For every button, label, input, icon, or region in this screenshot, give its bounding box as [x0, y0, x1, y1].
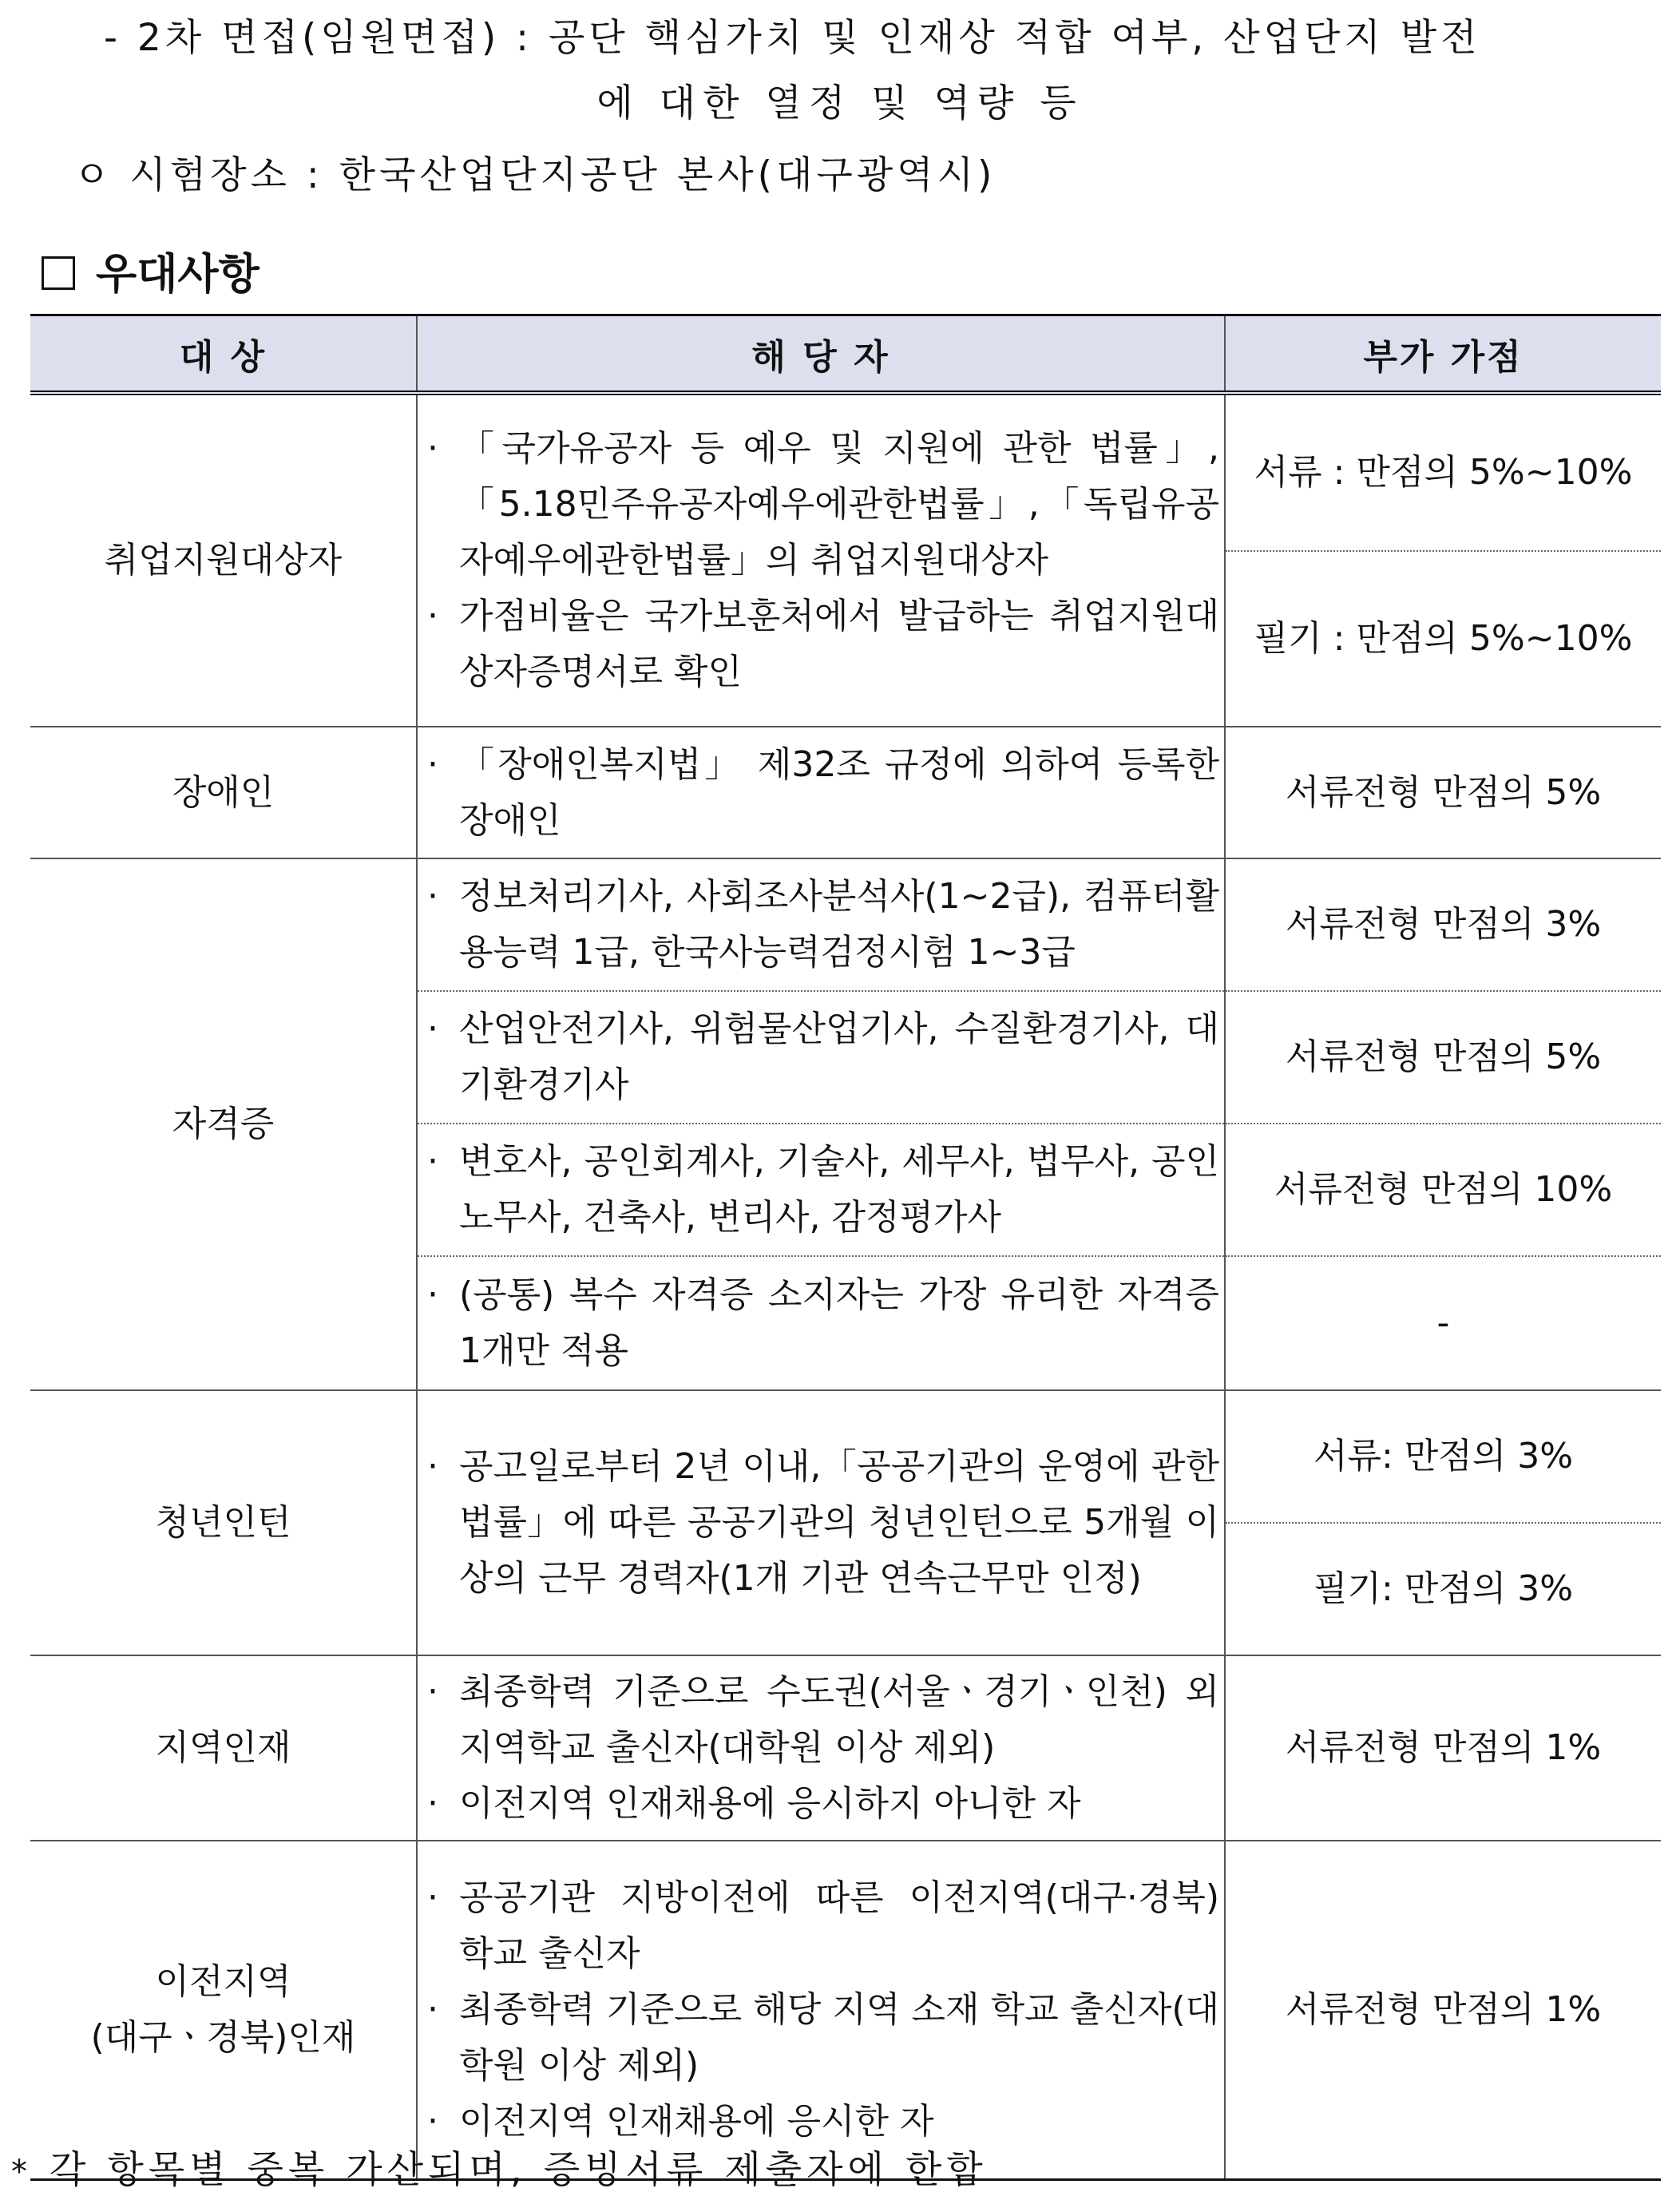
category-cell: 청년인턴 — [30, 1390, 417, 1655]
eligible-cell — [417, 393, 1225, 727]
list-item: · 이전지역 인재채용에 응시하지 아니한 자 — [427, 1776, 1219, 1832]
eligible-cell — [417, 991, 1225, 1124]
category-cell: 자격증 — [30, 858, 417, 1390]
eligible-cell — [417, 1655, 1225, 1841]
eligible-cell — [417, 727, 1225, 858]
eligible-cell — [417, 1256, 1225, 1390]
bonus-cell: 서류 : 만점의 5%∼10% — [1225, 393, 1661, 551]
list-item: · 산업안전기사, 위험물산업기사, 수질환경기사, 대기환경기사 — [427, 1001, 1219, 1113]
list-item: · (공통) 복수 자격증 소지자는 가장 유리한 자격증 1개만 적용 — [427, 1267, 1219, 1379]
table-row — [30, 1390, 1661, 1523]
list-item: · 「국가유공자 등 예우 및 지원에 관한 법률」, 「5.18민주유공자예우에관한법률」,「독립유공자예우에관한법률」의 취업지원대상자 — [427, 421, 1219, 589]
bonus-cell: 서류전형 만점의 3% — [1225, 858, 1661, 991]
bonus-cell: - — [1225, 1256, 1661, 1390]
eligible-cell — [417, 1124, 1225, 1256]
exam-location-line: ㅇ 시험장소 : 한국산업단지공단 본사(대구광역시) — [73, 153, 997, 197]
interview-stage2-line: - 2차 면접(임원면접) : 공단 핵심가치 및 인재상 적합 여부, 산업단지 발전 — [104, 16, 1481, 60]
checkbox-square-icon — [42, 256, 75, 290]
eligible-cell — [417, 1390, 1225, 1655]
list-item: · 이전지역 인재채용에 응시한 자 — [427, 2094, 1219, 2150]
bonus-cell: 서류전형 만점의 1% — [1225, 1841, 1661, 2179]
footnote — [11, 2146, 988, 2196]
header-eligible: 해 당 자 — [417, 315, 1225, 394]
list-item: · 가점비율은 국가보훈처에서 발급하는 취업지원대상자증명서로 확인 — [427, 589, 1219, 700]
header-bonus: 부가 가점 — [1225, 315, 1661, 394]
section-heading — [42, 249, 260, 300]
category-cell — [30, 1841, 417, 2179]
table-header-row — [30, 315, 1661, 394]
eligible-cell — [417, 858, 1225, 991]
bonus-cell: 서류전형 만점의 5% — [1225, 727, 1661, 858]
table-row — [30, 727, 1661, 858]
list-item: · 「장애인복지법」 제32조 규정에 의하여 등록한 장애인 — [427, 737, 1219, 849]
list-item: · 최종학력 기준으로 해당 지역 소재 학교 출신자(대학원 이상 제외) — [427, 1982, 1219, 2094]
list-item: · 공공기관 지방이전에 따른 이전지역(대구·경북) 학교 출신자 — [427, 1870, 1219, 1982]
preference-table — [30, 314, 1661, 2181]
table-row — [30, 1841, 1661, 2179]
list-item: · 최종학력 기준으로 수도권(서울ㆍ경기ㆍ인천) 외 지역학교 출신자(대학원 이상 제외) — [427, 1664, 1219, 1776]
section-title: 우대사항 — [96, 250, 260, 299]
list-item: · 변호사, 공인회계사, 기술사, 세무사, 법무사, 공인노무사, 건축사, 변리사, 감정평가사 — [427, 1134, 1219, 1246]
category-cell: 장애인 — [30, 727, 417, 858]
table-row — [30, 858, 1661, 991]
bonus-cell: 서류전형 만점의 10% — [1225, 1124, 1661, 1256]
footnote-text: 각 항목별 중복 가산되며, 증빙서류 제출자에 한함 — [50, 2148, 988, 2192]
bonus-cell: 서류전형 만점의 5% — [1225, 991, 1661, 1124]
bonus-cell: 서류전형 만점의 1% — [1225, 1655, 1661, 1841]
list-item: · 공고일로부터 2년 이내,「공공기관의 운영에 관한 법률」에 따른 공공기관의 청년인턴으로 5개월 이상의 근무 경력자(1개 기관 연속근무만 인정) — [427, 1439, 1219, 1607]
table-row — [30, 1655, 1661, 1841]
category-cell: 지역인재 — [30, 1655, 417, 1841]
interview-stage2-continuation: 에 대한 열정 및 역량 등 — [596, 81, 1084, 125]
table-row — [30, 393, 1661, 551]
category-line: 이전지역 — [155, 1960, 291, 2002]
footnote-marker: * — [11, 2154, 32, 2190]
bonus-cell: 필기: 만점의 3% — [1225, 1523, 1661, 1655]
header-target: 대 상 — [30, 315, 417, 394]
list-item: · 정보처리기사, 사회조사분석사(1~2급), 컴퓨터활용능력 1급, 한국사능력검정시험 1~3급 — [427, 869, 1219, 981]
category-cell: 취업지원대상자 — [30, 393, 417, 727]
bonus-cell: 필기 : 만점의 5%∼10% — [1225, 551, 1661, 727]
bonus-cell: 서류: 만점의 3% — [1225, 1390, 1661, 1523]
eligible-cell — [417, 1841, 1225, 2179]
category-line: (대구ㆍ경북)인재 — [90, 2016, 356, 2058]
